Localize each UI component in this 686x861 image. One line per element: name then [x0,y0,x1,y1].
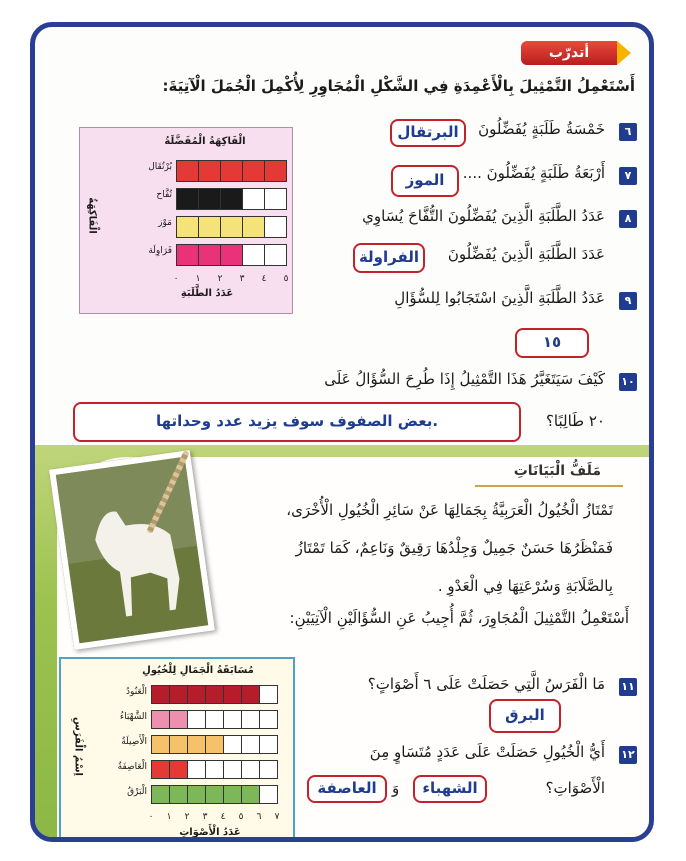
category-label: الْعَنُودُ [126,687,147,697]
empty-cell [259,685,278,704]
bar-cell [198,244,221,266]
answer-box: ١٥ [515,328,589,358]
empty-cell [259,710,278,729]
empty-cell [264,244,287,266]
empty-cell [223,760,242,779]
bar-cell [151,710,170,729]
page-frame [30,22,654,842]
bar-cell [223,785,242,804]
y-axis-label: الْفَاكِهَةُ [86,197,98,234]
bar-cell [169,760,188,779]
tick-label: ٦ [256,812,262,822]
question-number: ٨ [619,210,637,228]
bar-cell [151,785,170,804]
bar-cell [223,685,242,704]
tick-label: ٢ [217,274,223,284]
empty-cell [187,710,206,729]
paragraph-line: فَمَنْظَرُهَا حَسَنٌ جَمِيلٌ وَجِلْدُهَا رَقِيقٌ وَنَاعِمٌ، كَمَا تَمْتَازُ [295,539,613,557]
bar-cell [220,216,243,238]
category-label: الشَّهْبَاءُ [119,712,147,722]
bar-cell [176,160,199,182]
empty-cell [205,710,224,729]
category-label: بُرْتُقَال [148,162,172,172]
empty-cell [259,760,278,779]
bar-cell [198,160,221,182]
question-number: ٩ [619,292,637,310]
y-axis-label: اِسْمُ الْفَرَسِ [72,717,84,776]
tab-arrow-icon [617,41,631,65]
bar-cell [169,710,188,729]
bar-cell [220,160,243,182]
question-text-line2: عَدَدَ الطَّلَبَةِ الَّذِينَ يُفَضِّلُونَ [447,245,605,263]
question-number: ٦ [619,123,637,141]
bar-cell [220,244,243,266]
bar-cell [198,216,221,238]
fruit-chart [79,127,293,314]
bar-cell [151,685,170,704]
category-label: الْأَصِيلَةُ [121,737,147,747]
answer-box: البرق [489,699,561,733]
question-text: أَرْبَعَةُ طَلَبَةٍ يُفَضِّلُونَ .... [462,164,605,182]
empty-cell [223,735,242,754]
tick-label: ١ [195,274,201,284]
empty-cell [264,188,287,210]
empty-cell [223,710,242,729]
instructions: أَسْتَعْمِلُ التَّمْثِيلَ بِالْأَعْمِدَةِ فِي الشَّكْلِ الْمُجَاوِرِ لِأُكْمِلَ الْجُمَلَ الْآتِيَةَ: [162,77,635,95]
empty-cell [264,216,287,238]
bar-cell [198,188,221,210]
tick-label: ٤ [220,812,226,822]
bar-cell [242,216,265,238]
bar-cell [151,735,170,754]
tick-label: ٢ [184,812,190,822]
category-label: تُفَّاح [156,190,172,200]
tick-label: ٠ [173,274,179,284]
bar-cell [241,685,260,704]
empty-cell [241,760,260,779]
tick-label: ٥ [238,812,244,822]
bar-cell [187,685,206,704]
answer-box: البرتقال [390,119,466,147]
bar-cell [264,160,287,182]
empty-cell [241,710,260,729]
answer-box: بعض الصفوف سوف يزيد عدد وحداتها. [73,402,521,442]
bar-cell [187,785,206,804]
answer-box: العاصفة [307,775,387,803]
x-axis-label: عَدَدُ الْأَصْوَاتِ [179,827,241,838]
bar-cell [205,785,224,804]
bar-cell [205,685,224,704]
chart-title: الْفَاكِهَةُ الْمُفَضَّلَةُ [164,136,246,147]
question-text: مَا الْفَرَسُ الَّتِي حَصَلَتْ عَلَى ٦ أَصْوَاتٍ؟ [367,675,605,693]
bar-cell [169,735,188,754]
bar-cell [176,188,199,210]
section-title: مَلَفُّ الْبَيَانَاتِ [513,463,601,479]
tick-label: ٤ [261,274,267,284]
empty-cell [242,188,265,210]
bar-cell [169,785,188,804]
chart-title: مُسَابَقَةُ الْجَمَالِ لِلْخُيُولِ [142,665,254,676]
empty-cell [187,760,206,779]
tick-label: ٥ [283,274,289,284]
tick-label: ٠ [148,812,154,822]
category-label: الْبَرْقُ [127,787,147,797]
tick-label: ٣ [239,274,245,284]
question-text: أَيُّ الْخُيُولِ حَصَلَتْ عَلَى عَدَدٍ مُتَسَاوٍ مِنَ [369,743,605,761]
question-number: ١١ [619,678,637,696]
bar-cell [151,760,170,779]
bar-cell [176,216,199,238]
title-underline [475,485,623,487]
question-text-line2: ٢٠ طَالِبًا؟ [545,412,605,430]
bar-cell [205,735,224,754]
answer-box: الفراولة [353,243,425,273]
horse-chart [59,657,295,842]
question-text: خَمْسَةُ طَلَبَةٍ يُفَضِّلُونَ [478,120,605,138]
connector-text: وَ [392,779,400,797]
tick-label: ١ [166,812,172,822]
question-number: ٧ [619,167,637,185]
instruction-line: أَسْتَعْمِلُ التَّمْثِيلَ الْمُجَاوِرَ، ثُمَّ أُجِيبُ عَنِ السُّؤَالَيْنِ الْآتِيَيْنِ: [289,609,629,627]
category-label: فَرَاوِلَة [148,246,172,256]
bar-cell [187,735,206,754]
paragraph-line: بِالصَّلَابَةِ وَسُرْعَتِهَا فِي الْعَدْوِ . [437,577,613,595]
tick-label: ٧ [274,812,280,822]
paragraph-line: تَمْتَازُ الْخُيُولُ الْعَرَبِيَّةُ بِجَمَالِهَا عَنْ سَائِرِ الْخُيُولِ الْأُخْرَى، [286,501,613,519]
bar-cell [176,244,199,266]
category-label: الْعَاصِفَةُ [117,762,147,772]
x-axis-label: عَدَدُ الطَّلَبَةِ [180,288,234,299]
answer-box: الموز [391,165,459,197]
question-text: كَيْفَ سَيَتَغَيَّرُ هَذَا التَّمْثِيلُ إِذَا طُرِحَ السُّؤَالُ عَلَى [324,370,605,388]
bar-cell [242,160,265,182]
empty-cell [242,244,265,266]
category-label: مَوْز [158,218,172,228]
bar-cell [241,785,260,804]
bar-cell [169,685,188,704]
practice-tab: أتدرّب [521,41,617,65]
empty-cell [259,785,278,804]
question-text-line2: الْأَصْوَاتِ؟ [545,779,605,797]
empty-cell [241,735,260,754]
empty-cell [259,735,278,754]
empty-cell [205,760,224,779]
question-text: عَدَدُ الطَّلَبَةِ الَّذِينَ اسْتَجَابُوا لِلسُّؤَالِ [394,289,605,307]
bar-cell [220,188,243,210]
tick-label: ٣ [202,812,208,822]
question-number: ١٠ [619,373,637,391]
question-number: ١٢ [619,746,637,764]
answer-box: الشهباء [413,775,487,803]
question-text: عَدَدُ الطَّلَبَةِ الَّذِينَ يُفَضِّلُونَ التُّفَّاحَ يُسَاوِي [362,207,605,225]
